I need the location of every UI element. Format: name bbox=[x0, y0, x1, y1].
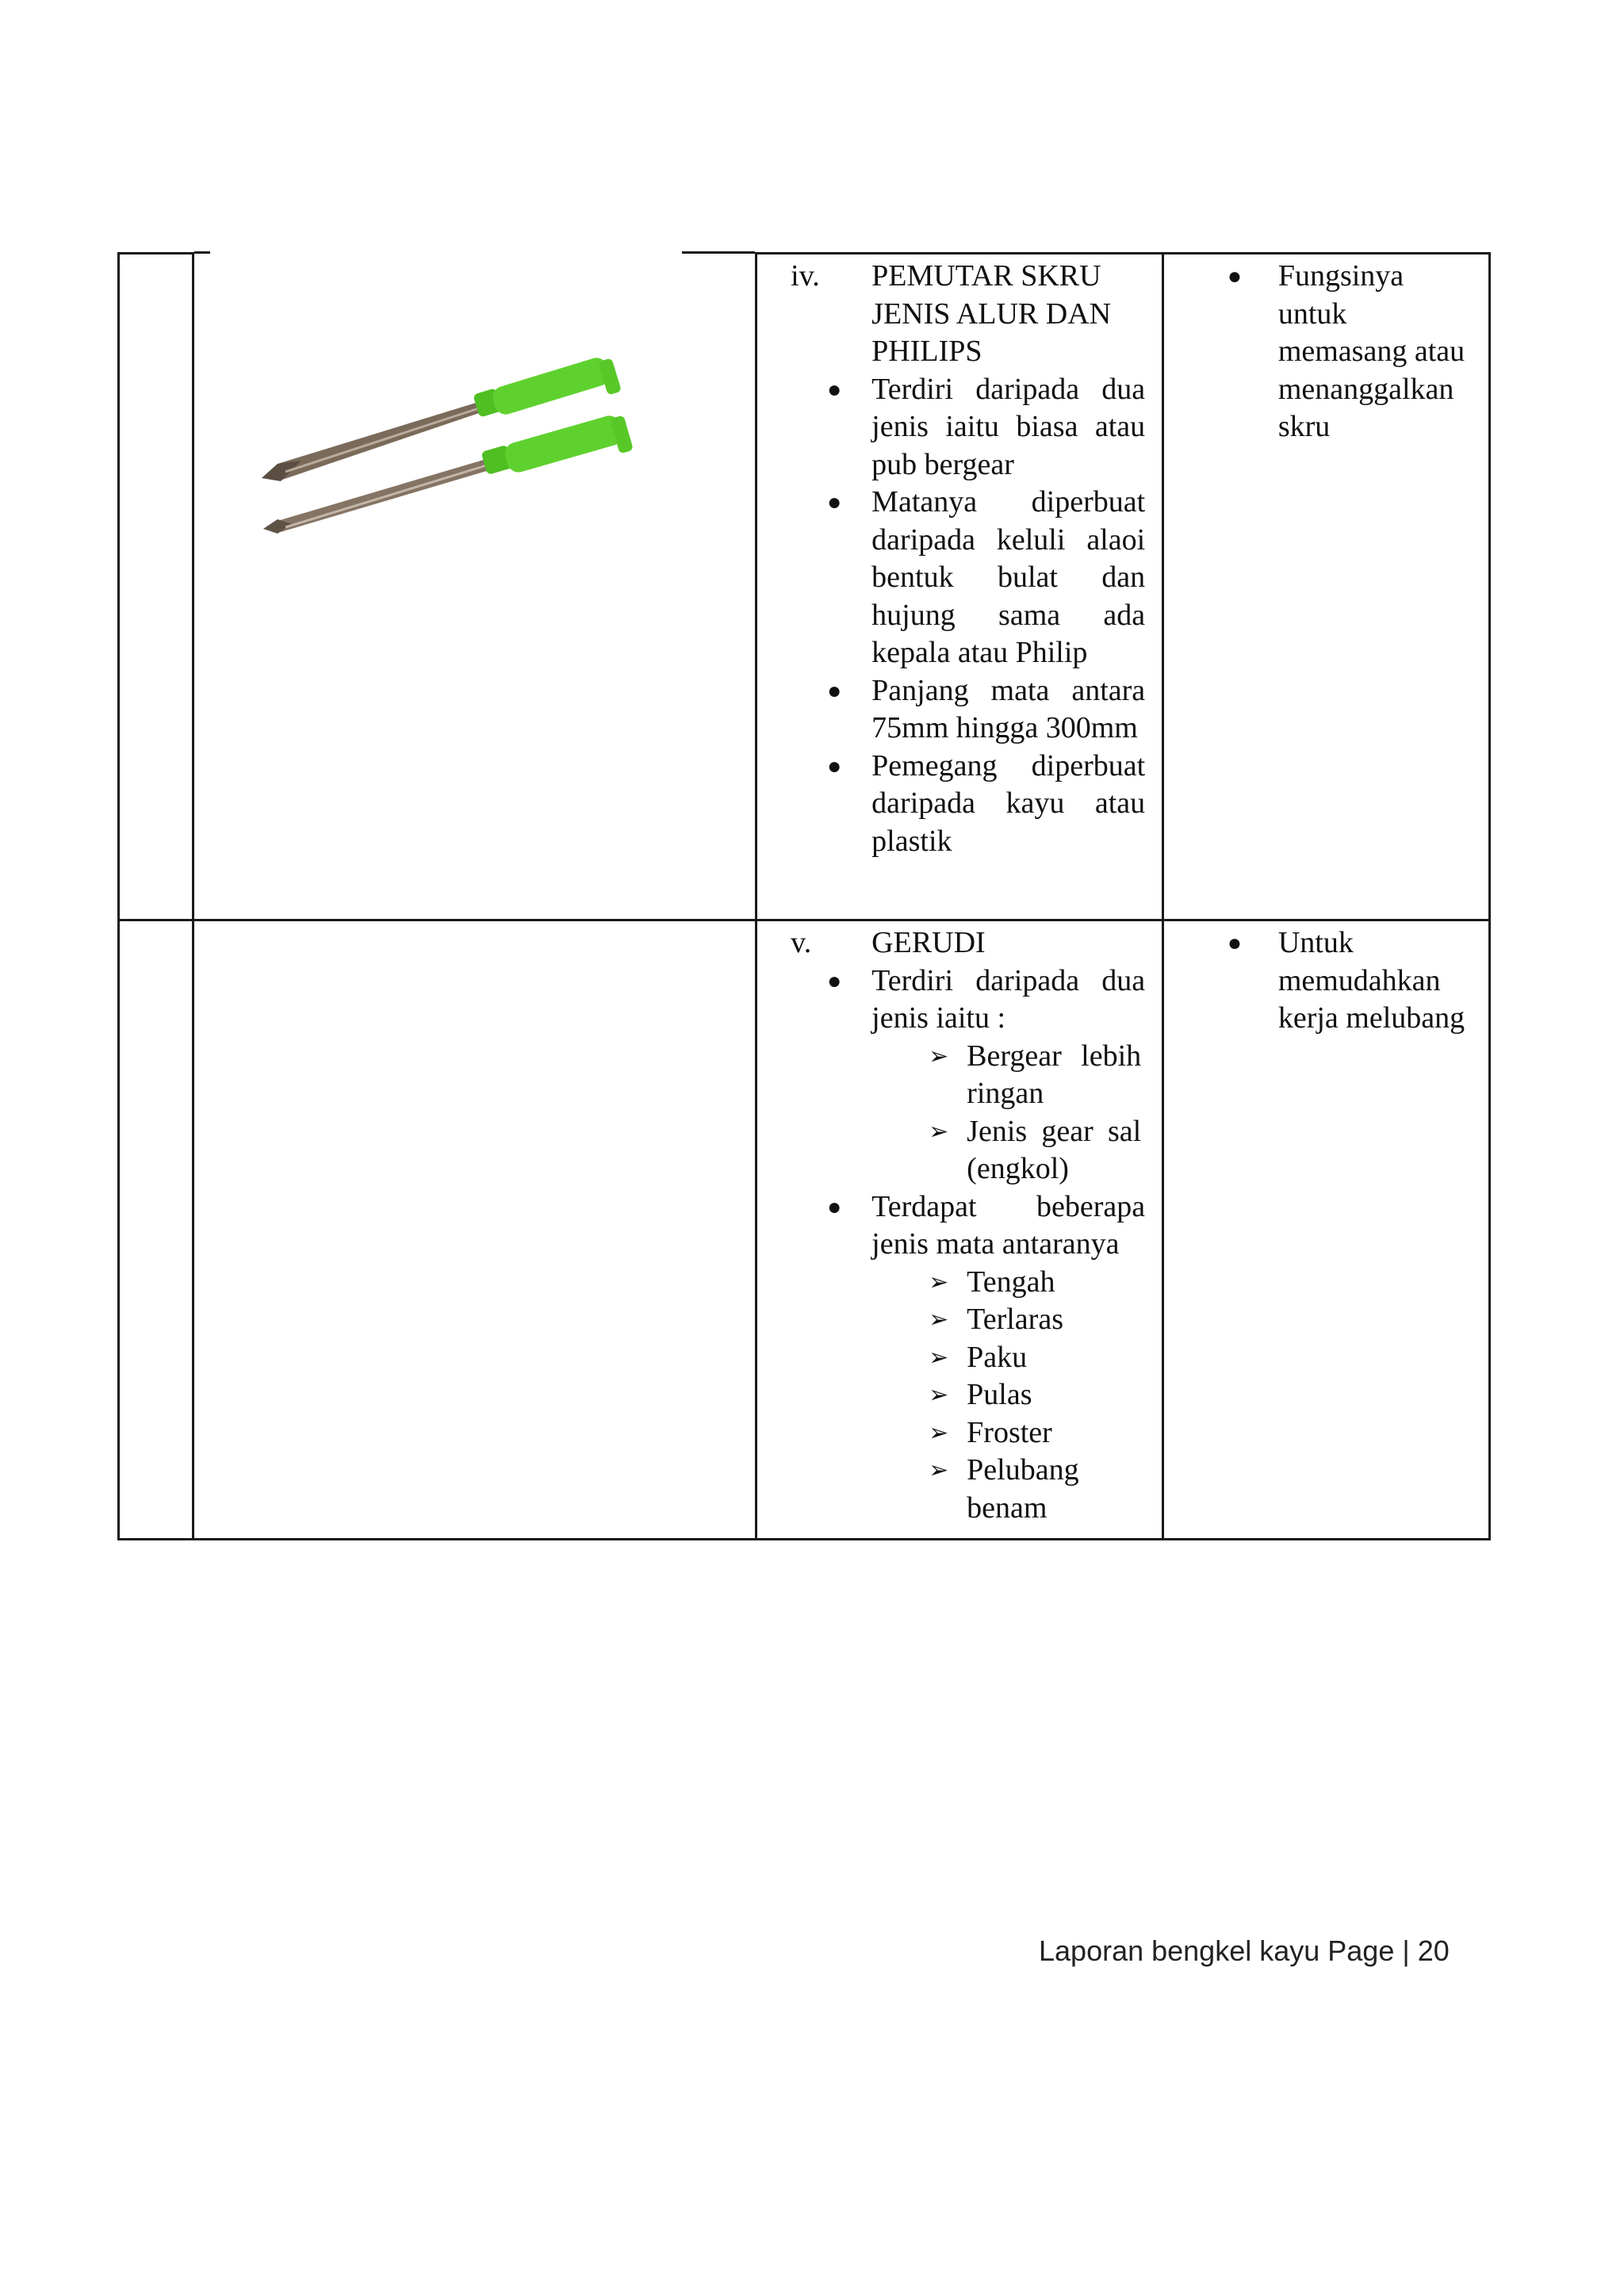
function-text: Untuk memudahkan kerja melubang bbox=[1277, 926, 1465, 1035]
arrow-bullet-icon: ➢ bbox=[929, 1382, 949, 1408]
table-row bbox=[119, 920, 1490, 1540]
sub-list-item: ➢ Jenis gear sal (engkol) bbox=[757, 1113, 1162, 1188]
bullet-icon: ● bbox=[827, 752, 842, 779]
sub-list-item: ➢ Pelubang benam bbox=[757, 1452, 1162, 1527]
list-item: ● Pemegang diperbuat daripada kayu atau plastik bbox=[757, 748, 1162, 861]
roman-numeral: iv. bbox=[791, 259, 820, 293]
number-cell bbox=[119, 920, 193, 1540]
list-item: ● Terdiri daripada dua jenis iaitu : bbox=[757, 962, 1162, 1038]
bullet-icon: ● bbox=[827, 1193, 842, 1220]
sub-list-item: ➢ Froster bbox=[757, 1414, 1162, 1452]
function-text: Fungsinya untuk memasang atau menanggalkan skru bbox=[1277, 259, 1465, 443]
sub-list-item: ➢ Pulas bbox=[757, 1376, 1162, 1414]
arrow-bullet-icon: ➢ bbox=[929, 1419, 949, 1446]
arrow-bullet-icon: ➢ bbox=[929, 1457, 949, 1483]
tool-heading: GERUDI bbox=[871, 926, 986, 959]
bullet-icon: ● bbox=[1227, 263, 1242, 289]
sub-list-item: ➢ Tengah bbox=[757, 1264, 1162, 1302]
roman-numeral: v. bbox=[791, 926, 812, 959]
tool-heading: PEMUTAR SKRU JENIS ALUR DAN PHILIPS bbox=[871, 259, 1112, 368]
arrow-bullet-icon: ➢ bbox=[929, 1269, 949, 1295]
screwdriver-image bbox=[254, 345, 650, 555]
function-cell bbox=[1162, 254, 1489, 920]
list-item: ● Matanya diperbuat daripada keluli alaoi bentuk bulat dan hujung sama ada kepala atau Philip bbox=[757, 484, 1162, 672]
page-footer: Laporan bengkel kayu Page | 20 bbox=[1039, 1934, 1450, 1967]
arrow-bullet-icon: ➢ bbox=[929, 1344, 949, 1371]
bullet-icon: ● bbox=[827, 677, 842, 704]
sub-list-item: ➢ Bergear lebih ringan bbox=[757, 1038, 1162, 1113]
description-cell bbox=[756, 920, 1163, 1540]
function-cell bbox=[1162, 920, 1489, 1540]
bullet-icon: ● bbox=[827, 376, 842, 403]
description-cell bbox=[756, 254, 1163, 920]
bullet-icon: ● bbox=[827, 489, 842, 515]
arrow-bullet-icon: ➢ bbox=[929, 1118, 949, 1145]
sub-list-item: ➢ Terlaras bbox=[757, 1301, 1162, 1339]
sub-list-item: ➢ Paku bbox=[757, 1339, 1162, 1377]
number-cell bbox=[119, 254, 193, 920]
image-cell bbox=[193, 920, 756, 1540]
arrow-bullet-icon: ➢ bbox=[929, 1043, 949, 1070]
list-item: ● Panjang mata antara 75mm hingga 300mm bbox=[757, 672, 1162, 748]
list-item: ● Terdapat beberapa jenis mata antaranya bbox=[757, 1188, 1162, 1264]
arrow-bullet-icon: ➢ bbox=[929, 1307, 949, 1333]
bullet-icon: ● bbox=[1227, 930, 1242, 956]
list-item: ● Terdiri daripada dua jenis iaitu biasa atau pub bergear bbox=[757, 371, 1162, 484]
bullet-icon: ● bbox=[827, 967, 842, 994]
